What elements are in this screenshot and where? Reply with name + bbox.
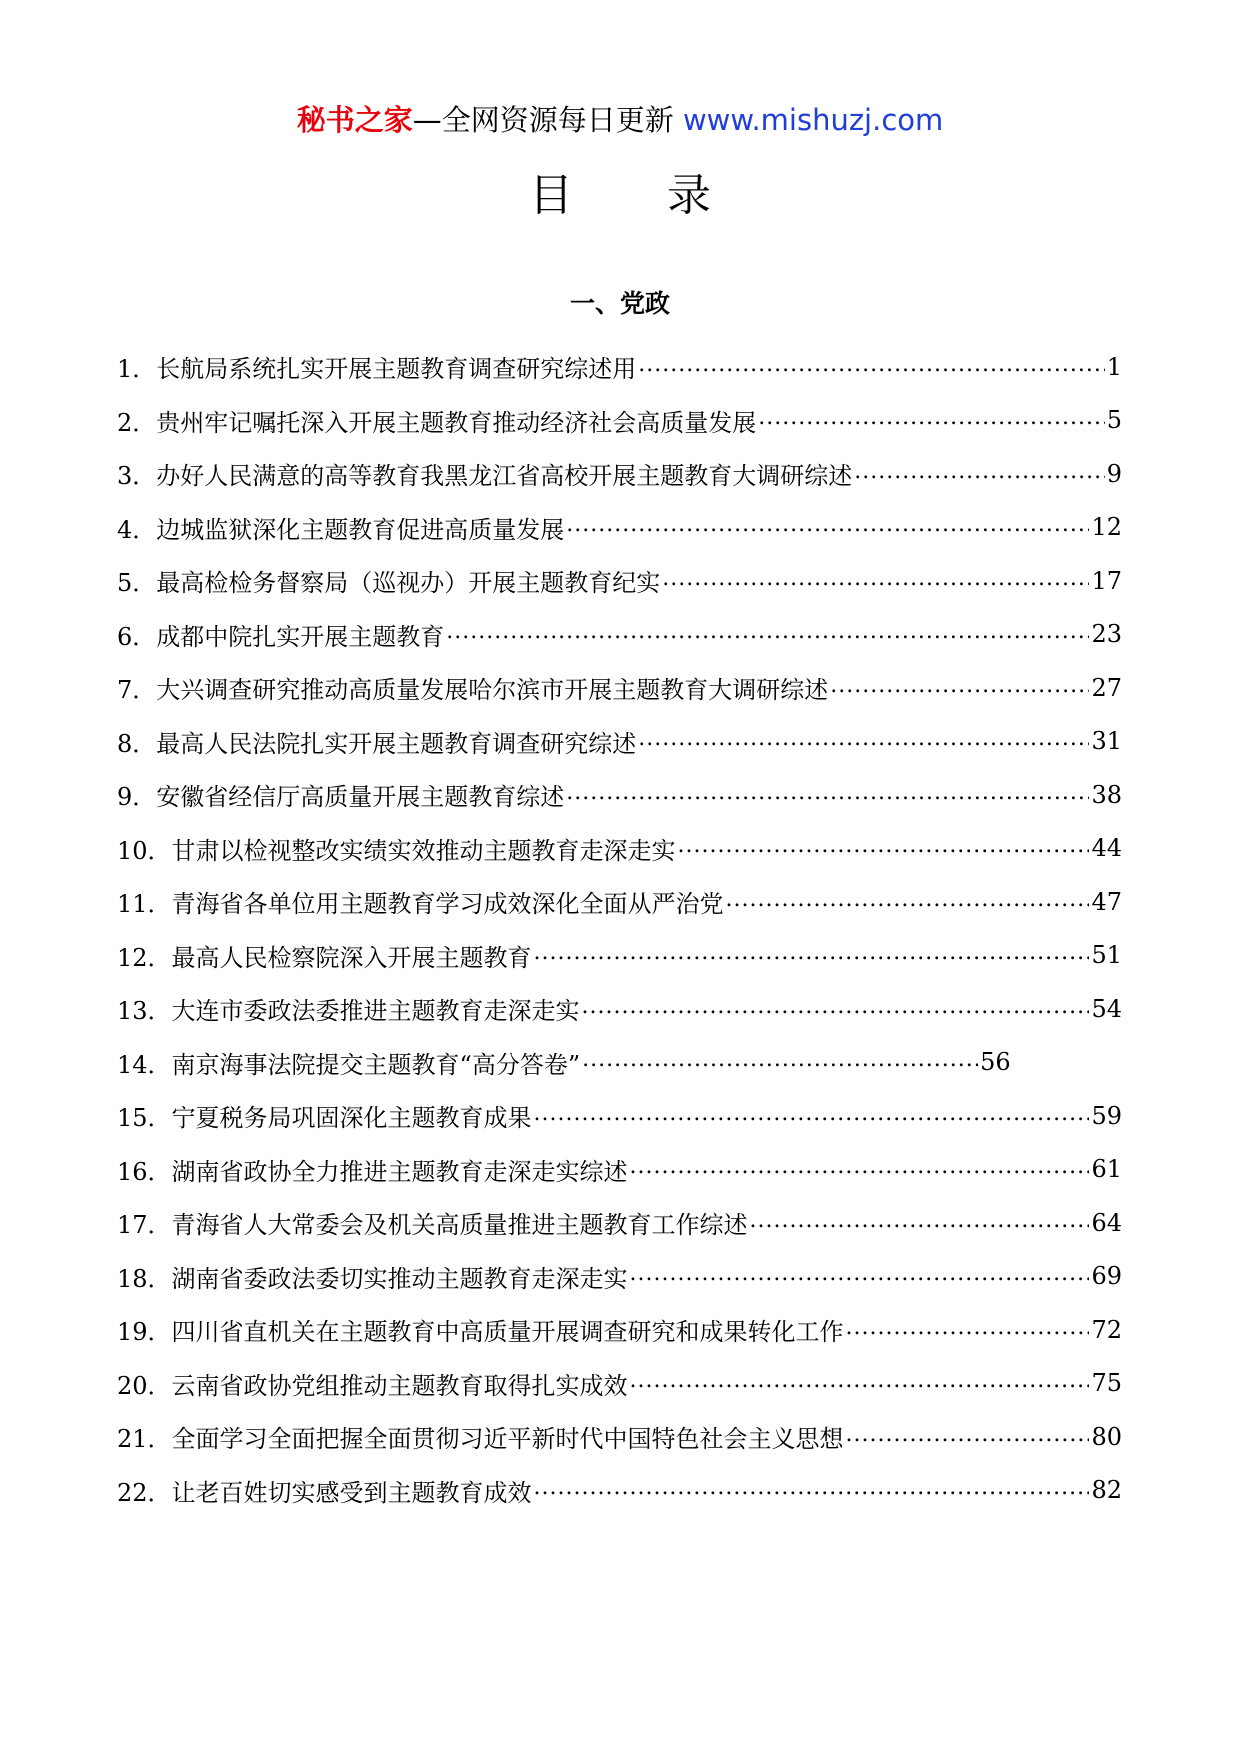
toc-entry-title: 最高人民法院扎实开展主题教育调查研究综述	[156, 729, 637, 758]
toc-dot-leader	[638, 729, 1089, 753]
toc-entry-number: 11．	[117, 890, 172, 919]
toc-dot-leader	[582, 1050, 978, 1074]
brand-name: 秘书之家	[296, 103, 413, 137]
toc-entry[interactable]	[117, 822, 1122, 876]
toc-entry-page-number: 64	[1091, 1208, 1122, 1237]
toc-dot-leader	[678, 836, 1090, 860]
toc-entry-title: 最高检检务督察局（巡视办）开展主题教育纪实	[156, 569, 661, 598]
toc-entry-number: 20．	[117, 1371, 172, 1400]
toc-dot-leader	[630, 1157, 1090, 1181]
toc-entry-title: 最高人民检察院深入开展主题教育	[171, 943, 532, 972]
toc-entry-title: 让老百姓切实感受到主题教育成效	[171, 1478, 532, 1507]
toc-dot-leader	[566, 783, 1089, 807]
toc-entry-page-number: 80	[1091, 1422, 1122, 1451]
toc-entry-page-number: 38	[1091, 780, 1122, 809]
toc-entry[interactable]	[117, 875, 1122, 929]
toc-entry-page-number: 51	[1091, 941, 1122, 970]
toc-entry-title: 安徽省经信厅高质量开展主题教育综述	[156, 783, 565, 812]
toc-entry-page-number: 44	[1091, 834, 1122, 863]
toc-entry-page-number: 72	[1091, 1315, 1122, 1344]
toc-entry-page-number: 54	[1091, 994, 1122, 1023]
toc-entry-title: 全面学习全面把握全面贯彻习近平新时代中国特色社会主义思想	[171, 1425, 844, 1454]
toc-dot-leader	[582, 997, 1090, 1021]
toc-entry-title: 大连市委政法委推进主题教育走深走实	[171, 997, 580, 1026]
toc-dot-leader	[758, 408, 1104, 432]
toc-entry-title: 青海省人大常委会及机关高质量推进主题教育工作综述	[171, 1211, 748, 1240]
toc-entry-page-number: 61	[1091, 1155, 1122, 1184]
site-header	[0, 100, 1240, 140]
toc-entry-title: 青海省各单位用主题教育学习成效深化全面从严治党	[171, 890, 724, 919]
toc-entry[interactable]	[117, 982, 1122, 1036]
toc-entry-number: 10．	[117, 836, 172, 865]
toc-entry-number: 6．	[117, 622, 157, 651]
toc-entry[interactable]	[117, 661, 1122, 715]
table-of-contents	[117, 340, 1122, 1517]
toc-entry[interactable]	[117, 1357, 1122, 1411]
toc-entry-number: 21．	[117, 1425, 172, 1454]
toc-entry-page-number: 23	[1091, 620, 1122, 649]
toc-entry-number: 3．	[117, 462, 157, 491]
section-heading: 一、党政	[569, 289, 670, 318]
toc-entry-title: 贵州牢记嘱托深入开展主题教育推动经济社会高质量发展	[156, 408, 757, 437]
toc-entry-title: 长航局系统扎实开展主题教育调查研究综述用	[156, 355, 637, 384]
toc-entry[interactable]	[117, 1303, 1122, 1357]
toc-entry-number: 8．	[117, 729, 157, 758]
toc-entry-number: 13．	[117, 997, 172, 1026]
toc-entry[interactable]	[117, 1410, 1122, 1464]
header-tagline: —全网资源每日更新	[412, 103, 683, 137]
toc-entry-page-number: 75	[1091, 1369, 1122, 1398]
toc-dot-leader	[662, 569, 1089, 593]
toc-entry-number: 5．	[117, 569, 157, 598]
toc-entry[interactable]	[117, 501, 1122, 555]
toc-dot-leader	[750, 1211, 1090, 1235]
toc-entry-number: 17．	[117, 1211, 172, 1240]
toc-entry-title: 成都中院扎实开展主题教育	[156, 622, 445, 651]
toc-entry-number: 22．	[117, 1478, 172, 1507]
toc-entry-number: 16．	[117, 1157, 172, 1186]
toc-dot-leader	[846, 1318, 1090, 1342]
toc-entry-title: 四川省直机关在主题教育中高质量开展调查研究和成果转化工作	[171, 1318, 844, 1347]
toc-entry-title: 湖南省政协全力推进主题教育走深走实综述	[171, 1157, 628, 1186]
toc-entry[interactable]	[117, 340, 1122, 394]
toc-entry-number: 2．	[117, 408, 157, 437]
toc-entry-title: 甘肃以检视整改实绩实效推动主题教育走深走实	[171, 836, 676, 865]
toc-entry-page-number: 17	[1091, 566, 1122, 595]
toc-entry-number: 15．	[117, 1104, 172, 1133]
toc-dot-leader	[630, 1264, 1090, 1288]
toc-entry[interactable]	[117, 1464, 1122, 1518]
toc-entry-number: 7．	[117, 676, 157, 705]
toc-entry[interactable]	[117, 394, 1122, 448]
toc-entry-number: 14．	[117, 1050, 172, 1079]
toc-entry-title: 宁夏税务局巩固深化主题教育成果	[171, 1104, 532, 1133]
toc-entry[interactable]	[117, 554, 1122, 608]
toc-dot-leader	[534, 1478, 1090, 1502]
toc-dot-leader	[830, 676, 1089, 700]
toc-entry-title: 边城监狱深化主题教育促进高质量发展	[156, 515, 565, 544]
toc-dot-leader	[630, 1371, 1090, 1395]
toc-entry-page-number: 5	[1106, 406, 1122, 435]
toc-entry-page-number: 69	[1091, 1262, 1122, 1291]
toc-entry-page-number: 1	[1106, 352, 1122, 381]
toc-entry-number: 19．	[117, 1318, 172, 1347]
toc-entry[interactable]	[117, 447, 1122, 501]
toc-entry[interactable]	[117, 1196, 1122, 1250]
toc-dot-leader	[638, 355, 1104, 379]
toc-dot-leader	[566, 515, 1089, 539]
site-url-link[interactable]: www.mishuzj.com	[682, 103, 944, 137]
toc-entry[interactable]	[117, 1036, 1122, 1090]
toc-entry-number: 4．	[117, 515, 157, 544]
toc-entry[interactable]	[117, 715, 1122, 769]
toc-entry-page-number: 12	[1091, 513, 1122, 542]
toc-dot-leader	[534, 1104, 1090, 1128]
toc-entry[interactable]	[117, 608, 1122, 662]
toc-entry-page-number: 9	[1106, 459, 1122, 488]
toc-entry-page-number: 47	[1091, 887, 1122, 916]
toc-entry-title: 南京海事法院提交主题教育“高分答卷”	[171, 1050, 581, 1079]
toc-dot-leader	[534, 943, 1090, 967]
toc-entry[interactable]	[117, 1250, 1122, 1304]
toc-dot-leader	[846, 1425, 1090, 1449]
toc-dot-leader	[446, 622, 1089, 646]
toc-entry-page-number: 56	[980, 1048, 1011, 1077]
toc-entry[interactable]	[117, 1089, 1122, 1143]
toc-entry-number: 12．	[117, 943, 172, 972]
toc-entry-number: 18．	[117, 1264, 172, 1293]
toc-dot-leader	[854, 462, 1104, 486]
toc-entry-title: 大兴调查研究推动高质量发展哈尔滨市开展主题教育大调研综述	[156, 676, 829, 705]
toc-entry-title: 办好人民满意的高等教育我黑龙江省高校开展主题教育大调研综述	[156, 462, 853, 491]
toc-entry[interactable]	[117, 929, 1122, 983]
toc-entry[interactable]	[117, 1143, 1122, 1197]
toc-entry-number: 9．	[117, 783, 157, 812]
page-title: 目 录	[529, 170, 751, 221]
toc-entry-page-number: 82	[1091, 1476, 1122, 1505]
toc-entry-page-number: 59	[1091, 1101, 1122, 1130]
toc-entry-page-number: 27	[1091, 673, 1122, 702]
toc-entry-title: 云南省政协党组推动主题教育取得扎实成效	[171, 1371, 628, 1400]
toc-entry-number: 1．	[117, 355, 157, 384]
toc-dot-leader	[726, 890, 1090, 914]
toc-entry-page-number: 31	[1091, 727, 1122, 756]
toc-entry-title: 湖南省委政法委切实推动主题教育走深走实	[171, 1264, 628, 1293]
toc-entry[interactable]	[117, 768, 1122, 822]
